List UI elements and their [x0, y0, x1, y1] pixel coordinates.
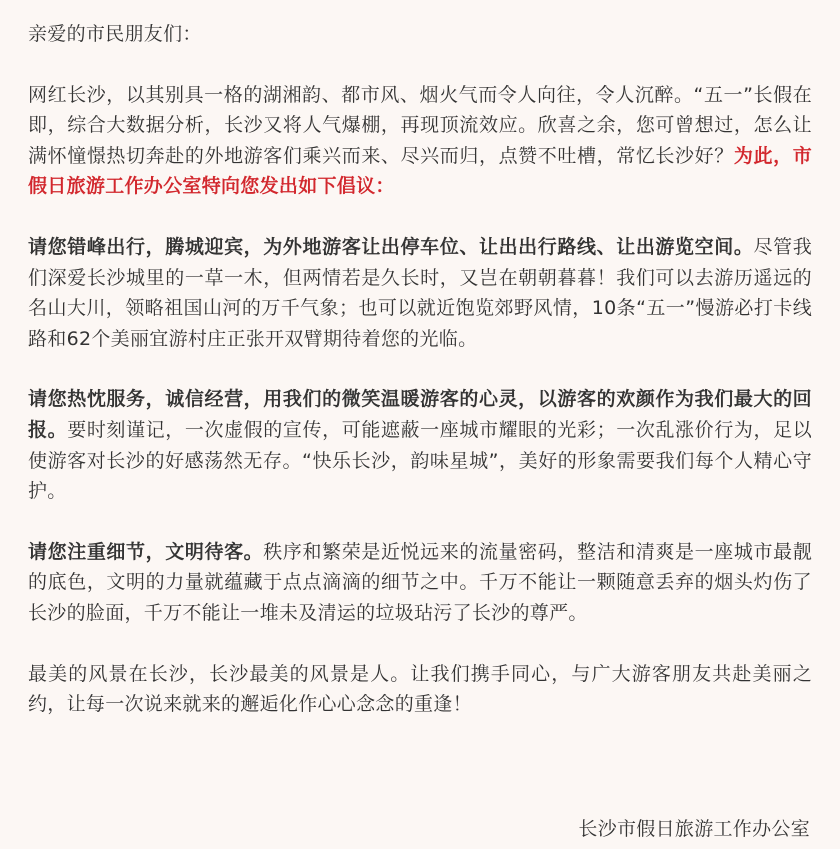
intro-text: 网红长沙，以其别具一格的湖湘韵、都市风、烟火气而令人向往，令人沉醉。“五一”长假在即，综合大数据分析，长沙又将人气爆棚，再现顶流效应。欣喜之余，您可曾想过，怎么让满怀憧憬热切奔赴的外地游客们乘兴而来、尽兴而归，点赞不吐槽，常忆长沙好？ — [28, 83, 812, 167]
proposal-2-text: 要时刻谨记，一次虚假的宣传，可能遮蔽一座城市耀眼的光彩；一次乱涨价行为，足以使游客对长沙的好感荡然无存。“快乐长沙，韵味星城”，美好的形象需要我们每个人精心守护。 — [28, 418, 812, 503]
letter-greeting: 亲爱的市民朋友们： — [28, 23, 202, 45]
proposal-2-paragraph — [28, 384, 812, 506]
proposal-1-heading: 请您错峰出行，腾城迎宾，为外地游客让出停车位、让出出行路线、让出游览空间。 — [28, 235, 754, 258]
proposal-3-text: 秩序和繁荣是近悦远来的流量密码，整洁和清爽是一座城市最靓的底色，文明的力量就蕴藏于点点滴滴的细节之中。千万不能让一颗随意丢弃的烟头灼伤了长沙的脸面，千万不能让一堆未及清运的垃圾玷污了长沙的尊严。 — [28, 540, 812, 624]
closing-text: 最美的风景在长沙，长沙最美的风景是人。让我们携手同心，与广大游客朋友共赴美丽之约，让每一次说来就来的邂逅化作心心念念的重逢！ — [28, 662, 812, 716]
proposal-3-paragraph — [28, 537, 812, 629]
proposal-announcement: 为此，市假日旅游工作办公室特向您发出如下倡议： — [28, 144, 812, 198]
closing-paragraph — [28, 659, 812, 720]
proposal-3-heading: 请您注重细节，文明待客。 — [28, 540, 264, 563]
letter-signature: 长沙市假日旅游工作办公室 — [578, 818, 810, 840]
intro-paragraph — [28, 80, 812, 202]
proposal-1-text: 尽管我们深爱长沙城里的一草一木，但两情若是久长时，又岂在朝朝暮暮！我们可以去游历遥远的名山大川，领略祖国山河的万千气象；也可以就近饱览郊野风情，10条“五一”慢游必打卡线路和62个美丽宜游村庄正张开双臂期待着您的光临。 — [28, 235, 812, 350]
proposal-2-heading: 请您热忱服务，诚信经营，用我们的微笑温暖游客的心灵，以游客的欢颜作为我们最大的回报。 — [28, 388, 812, 441]
proposal-1-paragraph — [28, 232, 812, 354]
